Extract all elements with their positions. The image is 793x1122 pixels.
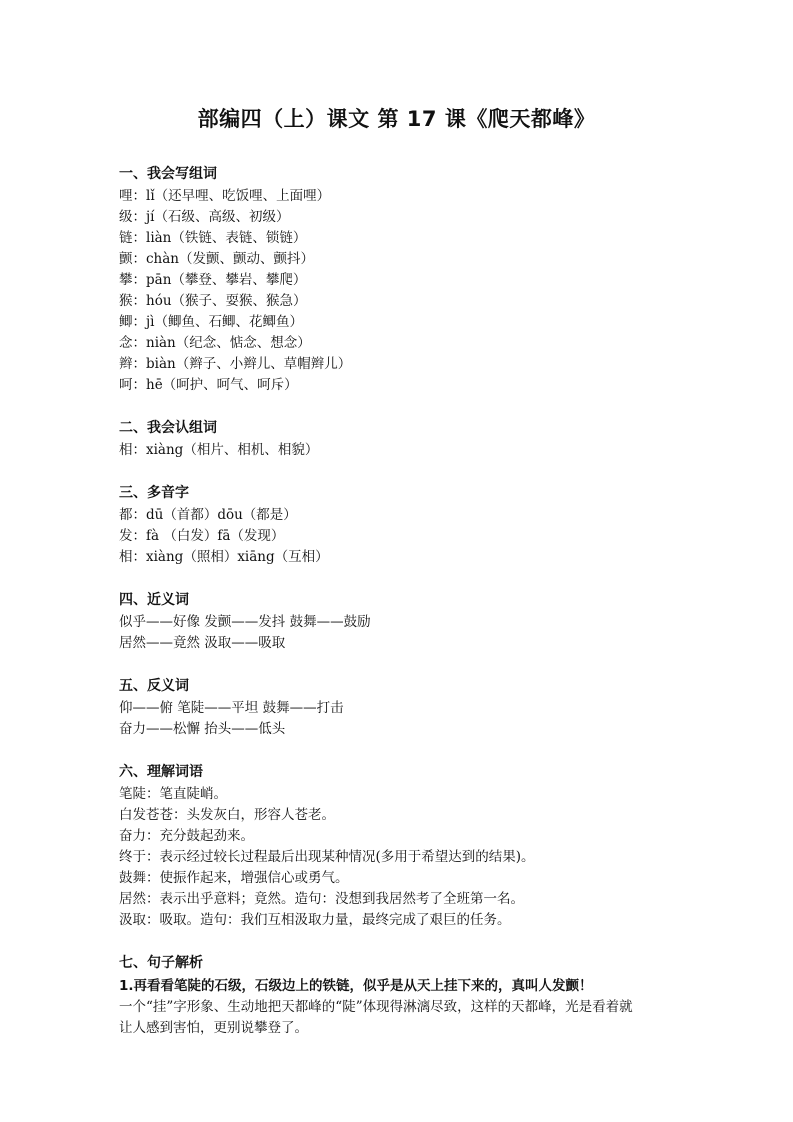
entry-line: 仰——俯 笔陡——平坦 鼓舞——打击 (119, 700, 344, 716)
section-heading: 七、句子解析 (119, 955, 203, 971)
entry-line: 似乎——好像 发颤——发抖 鼓舞——鼓励 (119, 614, 371, 630)
section-heading: 六、理解词语 (119, 764, 203, 780)
section-heading: 一、我会写组词 (119, 166, 217, 182)
entry-line: 汲取：吸取。造句：我们互相汲取力量，最终完成了艰巨的任务。 (119, 912, 511, 928)
entry-line: 笔陡：笔直陡峭。 (119, 786, 227, 802)
section-polyphonic (119, 481, 679, 568)
entry-line: 呵：hē（呵护、呵气、呵斥） (119, 377, 298, 393)
entry-line: 白发苍苍：头发灰白，形容人苍老。 (119, 807, 335, 823)
entry-line: 鼓舞：使振作起来，增强信心或勇气。 (119, 870, 349, 886)
entry-line: 级：jí（石级、高级、初级） (119, 209, 290, 225)
entry-line: 颤：chàn（发颤、颤动、颤抖） (119, 251, 314, 267)
section-heading: 五、反义词 (119, 678, 189, 694)
analysis-line: 一个“挂”字形象、生动地把天都峰的“陡”体现得淋漓尽致，这样的天都峰，光是看着就 (119, 999, 633, 1015)
document-body (119, 162, 679, 1059)
entry-line: 奋力：充分鼓起劲来。 (119, 828, 254, 844)
entry-line: 相：xiàng（相片、相机、相貌） (119, 442, 319, 458)
section-antonyms (119, 674, 679, 740)
section-recognize-words (119, 416, 679, 461)
section-heading: 三、多音字 (119, 485, 189, 501)
section-synonyms (119, 588, 679, 654)
entry-line: 念：niàn（纪念、惦念、想念） (119, 335, 311, 351)
entry-line: 猴：hóu（猴子、耍猴、猴急） (119, 293, 307, 309)
section-write-words (119, 162, 679, 396)
section-word-meanings (119, 760, 679, 931)
analysis-line: 让人感到害怕，更别说攀登了。 (119, 1020, 308, 1036)
section-heading: 四、近义词 (119, 592, 189, 608)
entry-line: 辫：biàn（辫子、小辫儿、草帽辫儿） (119, 356, 352, 372)
entry-line: 都：dū（首都）dōu（都是） (119, 507, 297, 523)
entry-line: 鲫：jì（鲫鱼、石鲫、花鲫鱼） (119, 314, 304, 330)
entry-line: 攀：pān（攀登、攀岩、攀爬） (119, 272, 307, 288)
entry-line: 哩：lǐ（还早哩、吃饭哩、上面哩） (119, 188, 331, 204)
entry-line: 奋力——松懈 抬头——低头 (119, 721, 286, 737)
page-title: 部编四（上）课文 第 17 课《爬天都峰》 (197, 107, 596, 131)
entry-line: 居然——竟然 汲取——吸取 (119, 635, 286, 651)
entry-line: 发：fà （白发）fā（发现） (119, 528, 285, 544)
section-heading: 二、我会认组词 (119, 420, 217, 436)
entry-line: 居然：表示出乎意料；竟然。造句：没想到我居然考了全班第一名。 (119, 891, 524, 907)
section-sentence-analysis (119, 951, 679, 1039)
entry-line: 相：xiàng（照相）xiāng（互相） (119, 549, 329, 565)
entry-line: 终于：表示经过较长过程最后出现某种情况(多用于希望达到的结果)。 (119, 849, 535, 865)
sentence-example: 1.再看看笔陡的石级，石级边上的铁链，似乎是从天上挂下来的，真叫人发颤！ (119, 978, 593, 994)
entry-line: 链：liàn（铁链、表链、锁链） (119, 230, 307, 246)
